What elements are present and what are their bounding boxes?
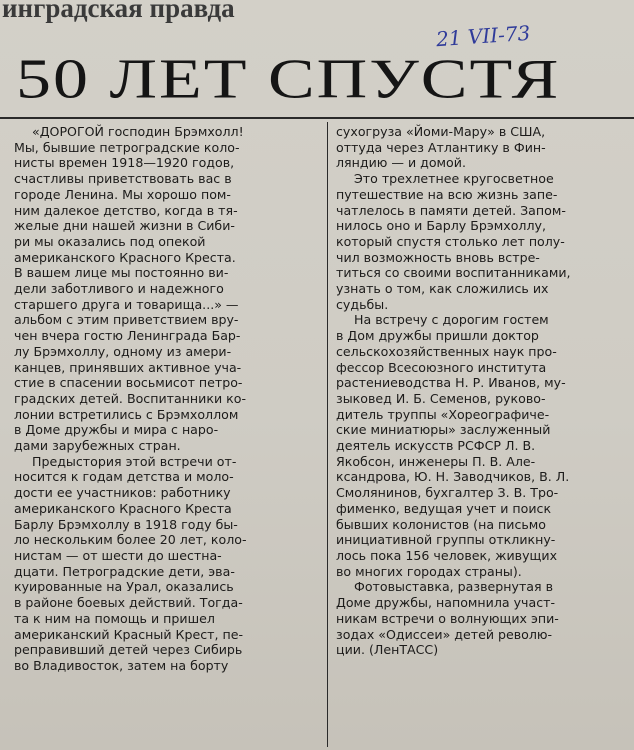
article-line: дцати. Петроградские дети, эва- — [14, 563, 235, 579]
article-line: альбом с этим приветствием вру- — [14, 312, 239, 328]
article-line: нистам — от шести до шестна- — [14, 547, 222, 563]
article-line: Мы, бывшие петроградские коло- — [14, 139, 240, 155]
article-line: узнать о том, как сложились их — [336, 281, 549, 297]
article-line: нисты времен 1918—1920 годов, — [14, 155, 235, 171]
masthead — [0, 0, 340, 24]
article-line: дели заботливого и надежного — [14, 281, 224, 297]
article-line: градских детей. Воспитанники ко- — [14, 390, 246, 406]
article-line: ксандрова, Ю. Н. Заводчиков, В. Л. — [336, 469, 570, 485]
article-line: титься со своими воспитанниками, — [336, 265, 571, 281]
masthead-text: инградская правда — [2, 0, 235, 23]
article-line: Предыстория этой встречи от- — [32, 453, 237, 469]
article-line: Фотовыставка, развернутая в — [354, 579, 553, 595]
article-line: в районе боевых действий. Тогда- — [14, 595, 243, 611]
article-line: оттуда через Атлантику в Фин- — [336, 139, 546, 155]
article-line: чатлелось в памяти детей. Запом- — [336, 202, 566, 218]
headline: 50 ЛЕТ СПУСТЯ — [16, 48, 561, 111]
article-line: сухогруза «Йоми-Мару» в США, — [336, 124, 546, 139]
article-line: Якобсон, инженеры П. В. Але- — [336, 453, 536, 469]
article-line: дости ее участников: работнику — [14, 485, 231, 501]
article-line: городе Ленина. Мы хорошо пом- — [14, 186, 231, 202]
article-line: стие в спасении восьмисот петро- — [14, 375, 243, 391]
article-line: нилось оно и Барлу Брэмхоллу, — [336, 218, 546, 234]
article-line: канцев, принявших активное уча- — [14, 359, 242, 375]
article-line: сельскохозяйственных наук про- — [336, 343, 557, 359]
article-line: ские миниатюры» заслуженный — [336, 422, 551, 438]
article-line: реправивший детей через Сибирь — [14, 642, 243, 658]
article-line: зодах «Одиссеи» детей револю- — [336, 626, 553, 642]
article-line: ляндию — и домой. — [336, 155, 466, 171]
article-line: в Дом дружбы пришли доктор — [336, 328, 539, 344]
article-line: в Доме дружбы и мира с наро- — [14, 422, 219, 438]
article-line: растениеводства Н. Р. Иванов, му- — [336, 375, 566, 391]
article-line: счастливы приветствовать вас в — [14, 171, 232, 187]
article-line: во Владивосток, затем на борту — [14, 657, 229, 673]
article-line: фессор Всесоюзного института — [336, 359, 547, 375]
article-line: во многих городах страны). — [336, 563, 522, 579]
article-line: дитель труппы «Хореографиче- — [336, 406, 550, 422]
article-line: ло нескольким более 20 лет, коло- — [14, 532, 247, 548]
article-line: инициативной группы откликну- — [336, 532, 556, 548]
article-line: зыковед И. Б. Семенов, руково- — [336, 390, 546, 406]
article-line: Смолянинов, бухгалтер З. В. Тро- — [336, 485, 559, 501]
column-divider — [327, 122, 328, 747]
article-line: лонии встретились с Брэмхоллом — [14, 406, 239, 422]
article-line: носится к годам детства и моло- — [14, 469, 234, 485]
article-line: судьбы. — [336, 296, 389, 312]
article-line: лу Брэмхоллу, одному из амери- — [14, 343, 232, 359]
article-line: американского Красного Креста. — [14, 249, 236, 265]
article-line: дами зарубежных стран. — [14, 438, 181, 454]
article-line: бывших колонистов (на письмо — [336, 516, 547, 532]
article-line: Это трехлетнее кругосветное — [354, 171, 554, 187]
article-line: который спустя столько лет полу- — [336, 233, 565, 249]
article-line: путешествие на всю жизнь запе- — [336, 186, 558, 202]
article-line: чил возможность вновь встре- — [336, 249, 540, 265]
article-line: лось пока 156 человек, живущих — [336, 547, 558, 563]
article-line: деятель искусств РСФСР Л. В. — [336, 438, 536, 454]
article-column-left — [14, 124, 320, 674]
article-line: американский Красный Крест, пе- — [14, 626, 244, 642]
article-line: ции. (ЛенТАСС) — [336, 642, 439, 658]
article-line: никам встречи о волнующих эпи- — [336, 610, 559, 626]
article-line: чен вчера гостю Ленинграда Бар- — [14, 328, 241, 344]
handwritten-date: 21 VII-73 — [435, 20, 531, 52]
article-line: На встречу с дорогим гостем — [354, 312, 549, 328]
article-line: «ДОРОГОЙ господин Брэмхолл! — [32, 124, 244, 139]
article-line: американского Красного Креста — [14, 500, 232, 516]
article-column-right — [336, 124, 624, 658]
article-line: куированные на Урал, оказались — [14, 579, 234, 595]
article-line: В вашем лице мы постоянно ви- — [14, 265, 229, 281]
header-rule — [0, 117, 634, 119]
article-line: ри мы оказались под опекой — [14, 233, 206, 249]
article-line: желые дни нашей жизни в Сиби- — [14, 218, 235, 234]
article-line: Доме дружбы, напомнила участ- — [336, 595, 556, 611]
article-line: Барлу Брэмхоллу в 1918 году бы- — [14, 516, 238, 532]
article-line: фименко, ведущая учет и поиск — [336, 500, 552, 516]
article-line: ним далекое детство, когда в тя- — [14, 202, 238, 218]
article-line: та к ним на помощь и пришел — [14, 610, 215, 626]
article-line: старшего друга и товарища...» — — [14, 296, 239, 312]
